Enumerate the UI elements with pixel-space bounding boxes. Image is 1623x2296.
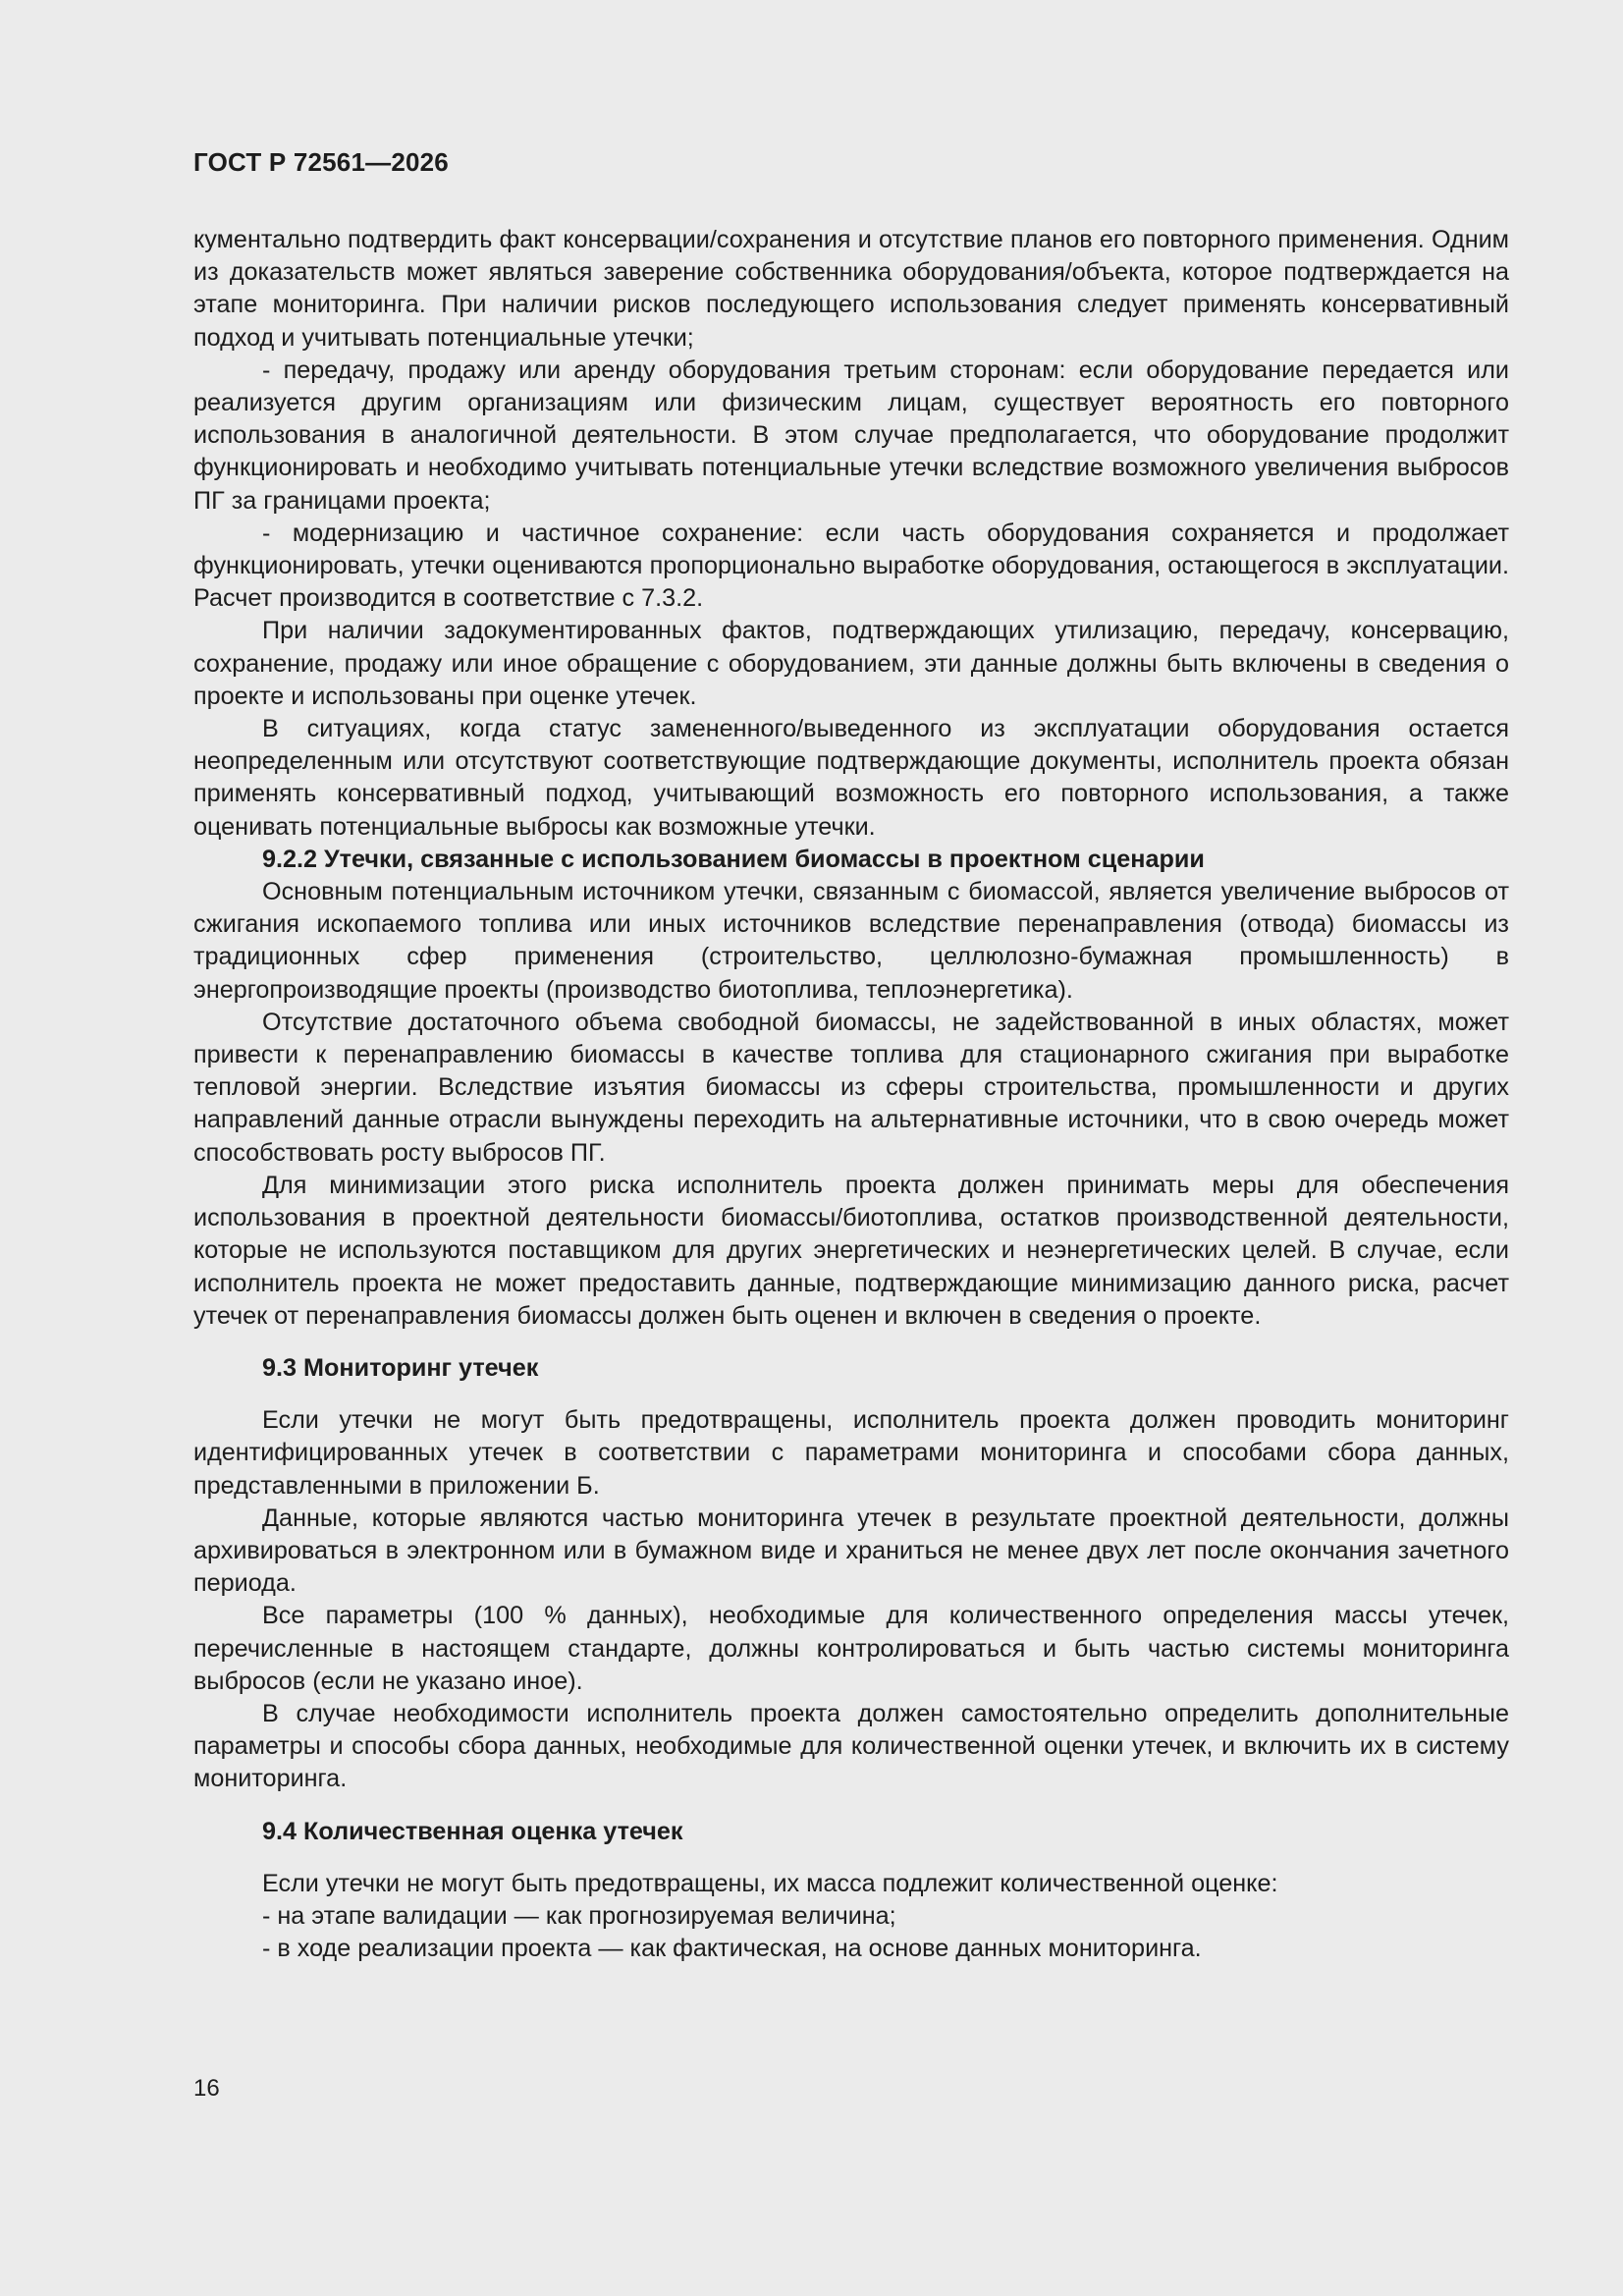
section-heading-9-4: 9.4 Количественная оценка утечек xyxy=(262,1817,683,1845)
list-item: - модернизацию и частичное сохранение: если часть оборудования сохраняется и продолжает функционировать, утечки оцениваются пропорционально выработке оборудования, остающегося в эксплуатации. Расчет производится в соответствие с 7.3.2. xyxy=(193,519,1509,613)
section-heading-9-3: 9.3 Мониторинг утечек xyxy=(262,1353,539,1382)
paragraph: Если утечки не могут быть предотвращены, исполнитель проекта должен проводить мониторинг идентифицированных утечек в соответствии с параметрами мониторинга и способами сбора данных, представленными в приложении Б. xyxy=(193,1406,1509,1500)
paragraph: кументально подтвердить факт консервации/сохранения и отсутствие планов его повторного применения. Одним из доказательств может являться заверение собственника оборудования/объекта, которое подтверждается на этапе мониторинга. При наличии рисков последующего использования следует применять консервативный подход и учитывать потенциальные утечки; xyxy=(193,226,1509,352)
paragraph: В ситуациях, когда статус замененного/выведенного из эксплуатации оборудования остается неопределенным или отсутствуют соответствующие подтверждающие документы, исполнитель проекта обязан применять консервативный подход, учитывающий возможность его повторного использования, а также оценивать потенциальные выбросы как возможные утечки. xyxy=(193,715,1509,841)
list-item: - передачу, продажу или аренду оборудования третьим сторонам: если оборудование передается или реализуется другим организациям или физическим лицам, существует вероятность его повторного использования в аналогичной деятельности. В этом случае предполагается, что оборудование продолжит функционировать и необходимо учитывать потенциальные утечки вследствие возможного увеличения выбросов ПГ за границами проекта; xyxy=(193,355,1509,515)
paragraph: В случае необходимости исполнитель проекта должен самостоятельно определить дополнительные параметры и способы сбора данных, необходимые для количественной оценки утечек, и включить их в систему мониторинга. xyxy=(193,1699,1509,1793)
document-header: ГОСТ Р 72561—2026 xyxy=(193,147,449,177)
paragraph: Если утечки не могут быть предотвращены, их масса подлежит количественной оценке: xyxy=(262,1869,1278,1897)
paragraph: Для минимизации этого риска исполнитель проекта должен принимать меры для обеспечения использования в проектной деятельности биомассы/биотоплива, остатков производственной деятельности, которые не используются поставщиком для других энергетических и неэнергетических целей. В случае, если исполнитель проекта не может предоставить данные, подтверждающие минимизацию данного риска, расчет утечек от перенаправления биомассы должен быть оценен и включен в сведения о проекте. xyxy=(193,1171,1509,1330)
paragraph: Основным потенциальным источником утечки, связанным с биомассой, является увеличение выбросов от сжигания ископаемого топлива или иных источников вследствие перенаправления (отвода) биомассы из традиционных сфер применения (строительство, целлюлозно-бумажная промышленность) в энергопроизводящие проекты (производство биотоплива, теплоэнергетика). xyxy=(193,878,1509,1004)
section-heading-9-2-2: 9.2.2 Утечки, связанные с использованием биомассы в проектном сценарии xyxy=(262,845,1205,873)
page-number: 16 xyxy=(193,2075,220,2102)
list-item: - в ходе реализации проекта — как фактическая, на основе данных мониторинга. xyxy=(262,1935,1202,1963)
list-item: - на этапе валидации — как прогнозируемая величина; xyxy=(262,1901,896,1930)
paragraph: Данные, которые являются частью мониторинга утечек в результате проектной деятельности, должны архивироваться в электронном или в бумажном виде и храниться не менее двух лет после окончания зачетного периода. xyxy=(193,1503,1509,1598)
paragraph: Отсутствие достаточного объема свободной биомассы, не задействованной в иных областях, может привести к перенаправлению биомассы в качестве топлива для стационарного сжигания при выработке тепловой энергии. Вследствие изъятия биомассы из сферы строительства, промышленности и других направлений данные отрасли вынуждены переходить на альтернативные источники, что в свою очередь может способствовать росту выбросов ПГ. xyxy=(193,1008,1509,1167)
document-body xyxy=(193,224,1509,1965)
paragraph: При наличии задокументированных фактов, подтверждающих утилизацию, передачу, консервацию, сохранение, продажу или иное обращение с оборудованием, эти данные должны быть включены в сведения о проекте и использованы при оценке утечек. xyxy=(193,617,1509,710)
paragraph: Все параметры (100 % данных), необходимые для количественного определения массы утечек, перечисленные в настоящем стандарте, должны контролироваться и быть частью системы мониторинга выбросов (если не указано иное). xyxy=(193,1602,1509,1695)
